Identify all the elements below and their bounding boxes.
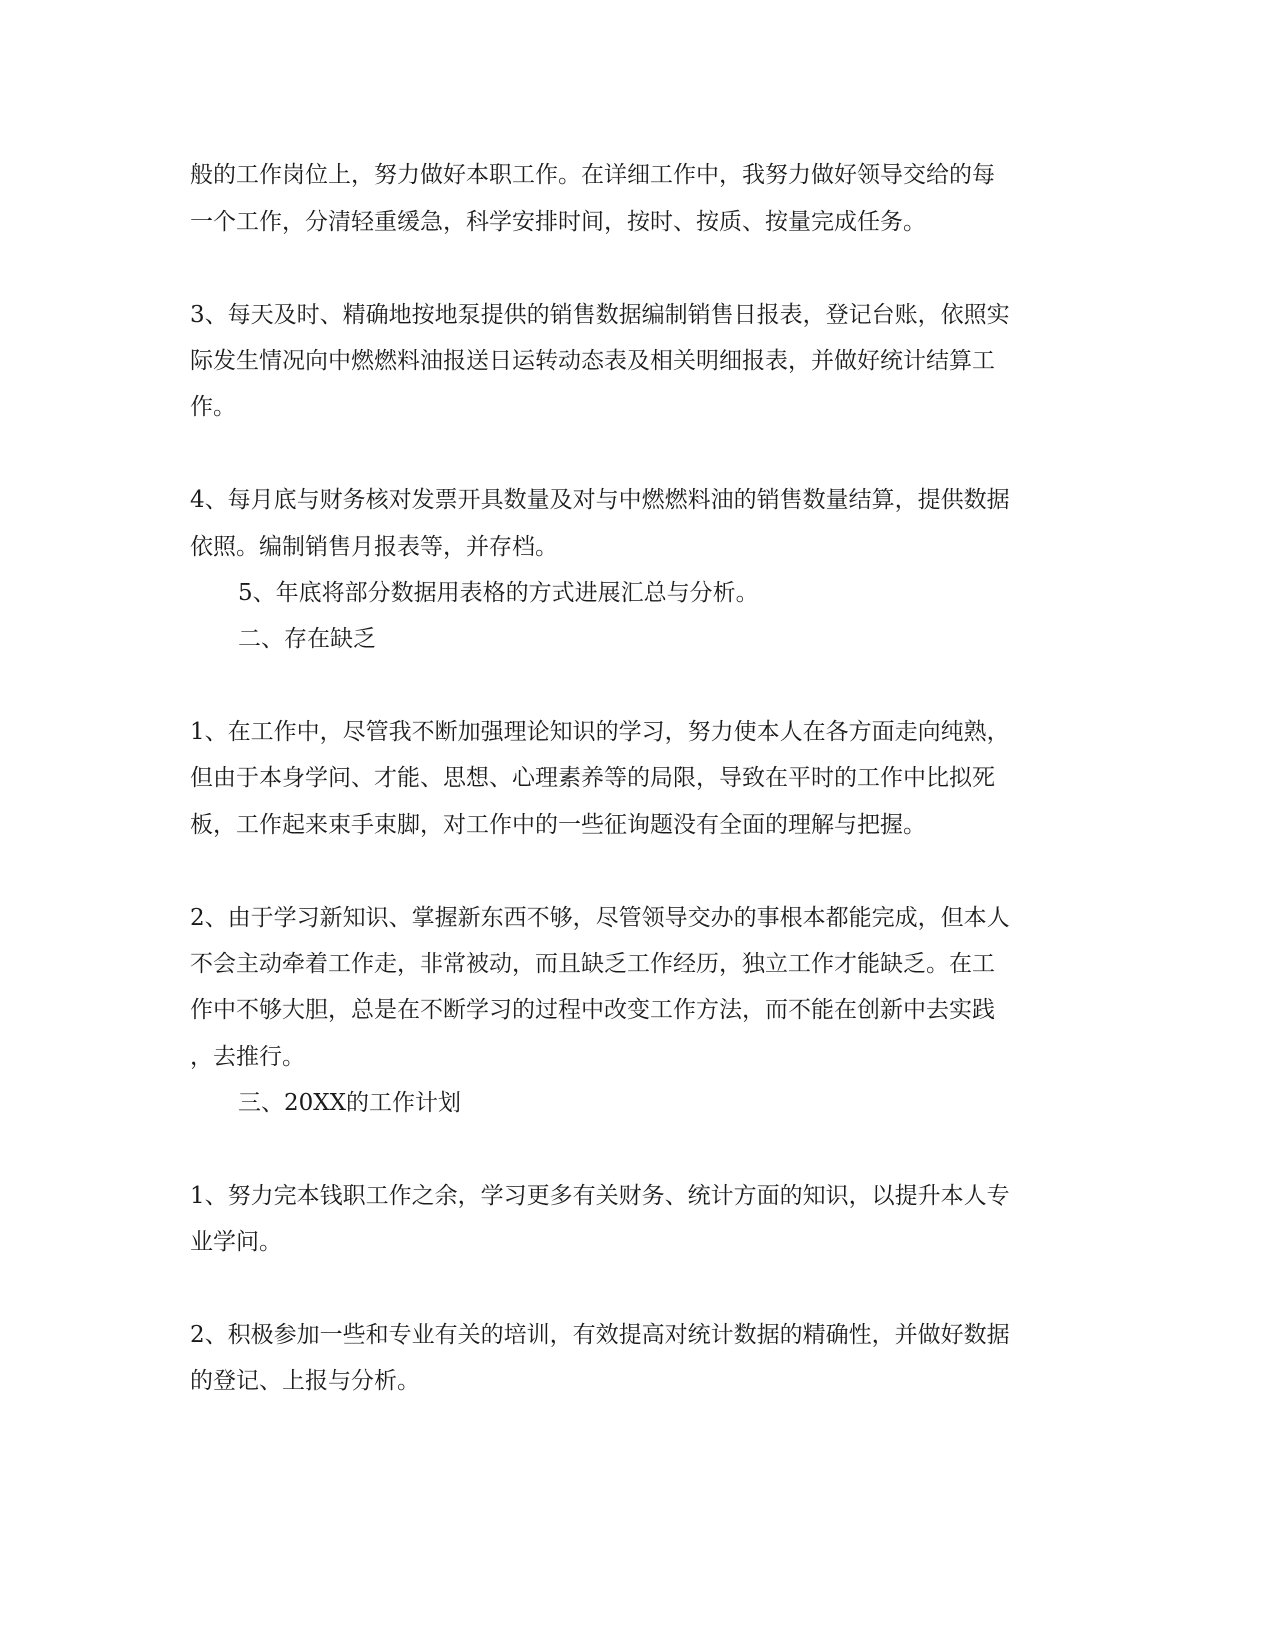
text-line: 际发生情况向中燃燃料油报送日运转动态表及相关明细报表，并做好统计结算工 — [190, 348, 995, 374]
text-line: 4、每月底与财务核对发票开具数量及对与中燃燃料油的销售数量结算，提供数据 — [190, 487, 1010, 513]
text-line: 但由于本身学问、才能、思想、心理素养等的局限，导致在平时的工作中比拟死 — [190, 765, 995, 791]
text-line: 般的工作岗位上，努力做好本职工作。在详细工作中，我努力做好领导交给的每 — [190, 162, 995, 188]
text-line: 1、在工作中，尽管我不断加强理论知识的学习，努力使本人在各方面走向纯熟， — [190, 719, 1010, 745]
text-line: 作中不够大胆，总是在不断学习的过程中改变工作方法，而不能在创新中去实践 — [190, 997, 995, 1023]
text-line: 2、由于学习新知识、掌握新东西不够，尽管领导交办的事根本都能完成，但本人 — [190, 905, 1010, 931]
section-heading: 三、20XX的工作计划 — [238, 1090, 462, 1116]
text-line: 板，工作起来束手束脚，对工作中的一些征询题没有全面的理解与把握。 — [190, 812, 926, 838]
text-line: 的登记、上报与分析。 — [190, 1368, 420, 1394]
text-line: 依照。编制销售月报表等，并存档。 — [190, 534, 558, 560]
text-line: 2、积极参加一些和专业有关的培训，有效提高对统计数据的精确性，并做好数据 — [190, 1322, 1010, 1348]
text-line: 5、年底将部分数据用表格的方式进展汇总与分析。 — [238, 580, 759, 606]
text-line: 一个工作，分清轻重缓急，科学安排时间，按时、按质、按量完成任务。 — [190, 209, 926, 235]
text-line: 3、每天及时、精确地按地泵提供的销售数据编制销售日报表，登记台账，依照实 — [190, 302, 1010, 328]
text-line: 1、努力完本钱职工作之余，学习更多有关财务、统计方面的知识，以提升本人专 — [190, 1183, 1010, 1209]
text-line: ，去推行。 — [190, 1044, 305, 1070]
text-line: 不会主动牵着工作走，非常被动，而且缺乏工作经历，独立工作才能缺乏。在工 — [190, 951, 995, 977]
text-line: 业学问。 — [190, 1229, 282, 1255]
section-heading: 二、存在缺乏 — [238, 626, 376, 652]
text-line: 作。 — [190, 394, 236, 420]
